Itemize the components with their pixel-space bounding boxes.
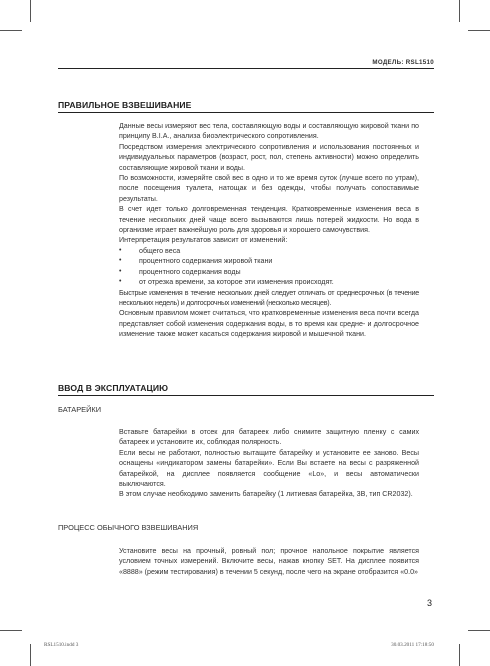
battery-text-block <box>119 427 419 500</box>
section-title-setup: ВВОД В ЭКСПЛУАТАЦИЮ <box>58 383 169 393</box>
list-item: • общего веса <box>119 246 419 256</box>
paragraph: Данные весы измеряют вес тела, составляющую воды и составляющую жировой ткани по принципу B.I.A., анализа биоэлектрического сопротивления. <box>119 122 419 141</box>
crop-mark <box>468 30 490 31</box>
paragraph: В счет идет только долговременная тенденция. Кратковременные изменения веса в течение нескольких дней чаще всего вызываются лишь потерей жидкости. Но вода в организме играет важнейшую роль для здоровья и хорошего самочувствия. <box>119 205 419 235</box>
paragraph: Основным правилом может считаться, что кратковременные изменения веса почти всегда представляет собой изменения содержания воды, в то время как средне- и долгосрочное изменение также может касаться содержания жировой и мышечной ткани. <box>119 309 419 339</box>
crop-mark <box>0 30 22 31</box>
section-rule <box>58 395 434 396</box>
list-item: • от отрезка времени, за которое эти изменения происходят. <box>119 277 419 287</box>
weighing-text-block <box>119 121 419 340</box>
normal-weighing-text-block <box>119 546 419 577</box>
subsection-title-normal-weighing: ПРОЦЕСС ОБЫЧНОГО ВЗВЕШИВАНИЯ <box>58 523 199 532</box>
crop-mark <box>468 630 490 631</box>
section-rule <box>58 112 434 113</box>
page-number: 3 <box>426 598 432 608</box>
crop-mark <box>30 644 31 666</box>
paragraph: Установите весы на прочный, ровный пол; прочное напольное покрытие является условием точных измерений. Включите весы, нажав кнопку SET. На дисплее появится «8888» (режим тестирования) в течении 5 секунд, после чего на экране отобразится «0.0» <box>119 547 419 576</box>
model-label: МОДЕЛЬ: RSL1510 <box>372 59 434 66</box>
crop-mark <box>0 630 22 631</box>
paragraph: Интерпретация результатов зависит от изменений: <box>119 236 288 245</box>
crop-mark <box>30 0 31 22</box>
paragraph: Быстрые изменения в течение нескольких дней следует отличать от среднесрочных (в течение нескольких недель) и долгосрочных изменений (несколько месяцев). <box>119 288 419 307</box>
list-item: • процентного содержания жировой ткани <box>119 256 419 266</box>
subsection-title-batteries: БАТАРЕЙКИ <box>58 405 102 414</box>
paragraph: Вставьте батарейки в отсек для батареек либо снимите защитную пленку с самих батареек и установите их, соблюдая полярность. <box>119 428 419 447</box>
crop-mark <box>459 644 460 666</box>
header-rule <box>58 68 434 69</box>
section-title-weighing: ПРАВИЛЬНОЕ ВЗВЕШИВАНИЕ <box>58 100 192 110</box>
footer-timestamp: 30.03.2011 17:18:50 <box>391 642 434 648</box>
crop-mark <box>459 0 460 22</box>
paragraph: Посредством измерения электрического сопротивления и использования постоянных и индивидуальных параметров (возраст, рост, пол, степень активности) можно определить составляющие жировой ткани и воды. <box>119 142 419 172</box>
footer-filename: RSL1510.indd 3 <box>44 642 79 648</box>
paragraph: По возможности, измеряйте свой вес в одно и то же время суток (лучше всего по утрам), после посещения туалета, натощак и без одежды, чтобы получать сопоставимые результаты. <box>119 174 419 203</box>
paragraph: Если весы не работают, полностью вытащите батарейку и установите ее заново. Весы оснащены «индикатором замены батарейки». Если Вы встаете на весы с разряженной батарейкой, на дисплее появляется сообщение «Lo», и весы автоматически выключаются. <box>119 448 419 489</box>
list-item: • процентного содержания воды <box>119 267 419 277</box>
bullet-list <box>119 246 419 288</box>
paragraph: В этом случае необходимо заменить батарейку (1 литиевая батарейка, 3В, тип CR2032). <box>119 490 413 499</box>
